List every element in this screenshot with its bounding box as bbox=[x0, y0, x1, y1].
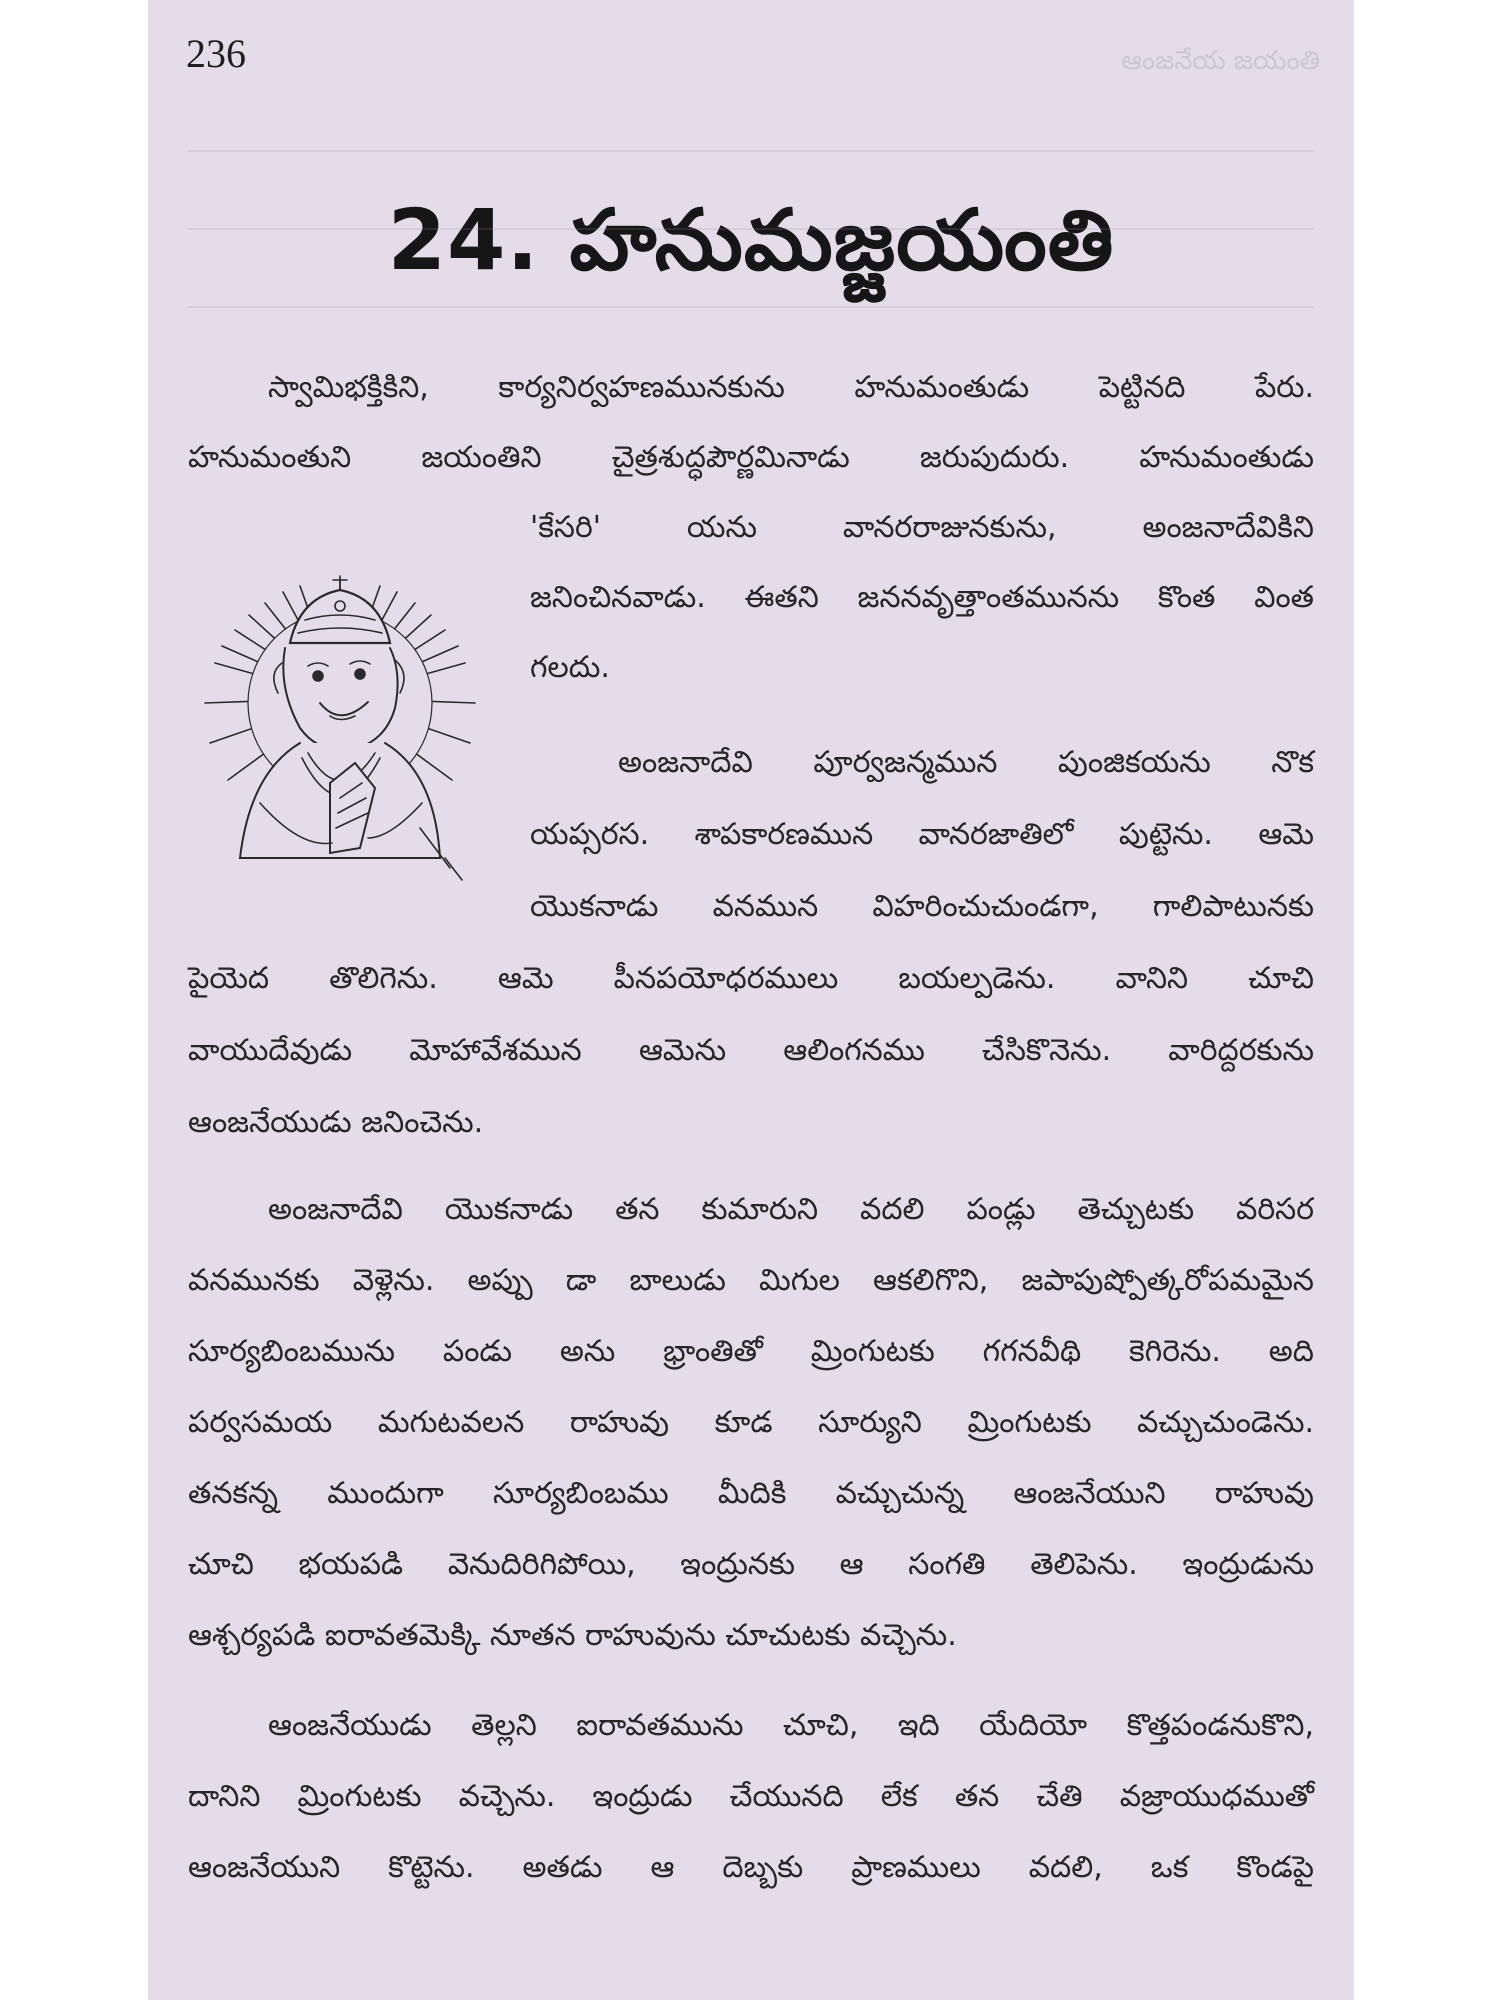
text-line: పైయెద తొలిగెను. ఆమె పీనపయోధరములు బయల్పడెను. వానిని చూచి bbox=[188, 961, 1314, 996]
hanuman-figure-icon bbox=[190, 568, 490, 898]
text-line: తనకన్న ముందుగా సూర్యబింబము మీదికి వచ్చుచున్న ఆంజనేయుని రాహువు bbox=[188, 1476, 1314, 1511]
text-line: దానిని మ్రింగుటకు వచ్చెను. ఇంద్రుడు చేయునది లేక తన చేతి వజ్రాయుధముతో bbox=[188, 1779, 1314, 1814]
text-line: చూచి భయపడి వెనుదిరిగిపోయి, ఇంద్రునకు ఆ సంగతి తెలిపెను. ఇంద్రుడును bbox=[188, 1547, 1314, 1582]
text-line: హనుమంతుని జయంతిని చైత్రశుద్ధపౌర్ణమినాడు జరుపుదురు. హనుమంతుడు bbox=[188, 440, 1314, 475]
text-line: ఆంజనేయుడు జనించెను. bbox=[188, 1105, 484, 1140]
text-line: వనమునకు వెళ్లెను. అప్పు డా బాలుడు మిగుల ఆకలిగొని, జపాపుష్పోత్కరోపమమైన bbox=[188, 1263, 1314, 1298]
text-line: ఆంజనేయుడు తెల్లని ఐరావతమును చూచి, ఇది యేదియో కొత్తపండనుకొని, bbox=[268, 1708, 1314, 1743]
show-through-line bbox=[188, 150, 1314, 152]
text-line: అంజనాదేవి పూర్వజన్మమున పుంజికయను నొక bbox=[618, 745, 1314, 780]
text-line: గలదు. bbox=[530, 650, 610, 685]
text-line: అంజనాదేవి యొకనాడు తన కుమారుని వదలి పండ్లు తెచ్చుటకు వరిసర bbox=[268, 1192, 1314, 1227]
book-page bbox=[148, 0, 1354, 2000]
text-line: స్వామిభక్తికిని, కార్యనిర్వహణమునకును హనుమంతుడు పెట్టినది పేరు. bbox=[268, 370, 1314, 405]
chapter-title: 24. హనుమజ్జయంతి bbox=[387, 191, 1115, 289]
show-through-line bbox=[188, 228, 1314, 230]
text-line: వాయుదేవుడు మోహావేశమున ఆమెను ఆలింగనము చేసికొనెను. వారిద్దరకును bbox=[188, 1033, 1314, 1068]
text-line: యప్సరస. శాపకారణమున వానరజాతిలో పుట్టెను. ఆమె bbox=[530, 817, 1314, 852]
text-line: 'కేసరి' యను వానరరాజునకును, అంజనాదేవికిని bbox=[530, 510, 1314, 545]
text-line: జనించినవాడు. ఈతని జననవృత్తాంతమునను కొంత వింత bbox=[530, 580, 1314, 615]
text-line: యొకనాడు వనమున విహరించుచుండగా, గాలిపాటునకు bbox=[530, 889, 1314, 924]
text-line: పర్వసమయ మగుటవలన రాహువు కూడ సూర్యుని మ్రింగుటకు వచ్చుచుండెను. bbox=[188, 1405, 1314, 1440]
running-head: ఆంజనేయ జయంతి bbox=[1121, 46, 1320, 76]
page-number: 236 bbox=[186, 31, 246, 76]
text-line: ఆశ్చర్యపడి ఐరావతమెక్కి నూతన రాహువును చూచుటకు వచ్చెను. bbox=[188, 1618, 957, 1653]
text-line: ఆంజనేయుని కొట్టెను. అతడు ఆ దెబ్బకు ప్రాణములు వదలి, ఒక కొండపై bbox=[188, 1850, 1314, 1885]
show-through-line bbox=[188, 306, 1314, 308]
text-line: సూర్యబింబమును పండు అను భ్రాంతితో మ్రింగుటకు గగనవీథి కెగిరెను. అది bbox=[188, 1334, 1314, 1369]
